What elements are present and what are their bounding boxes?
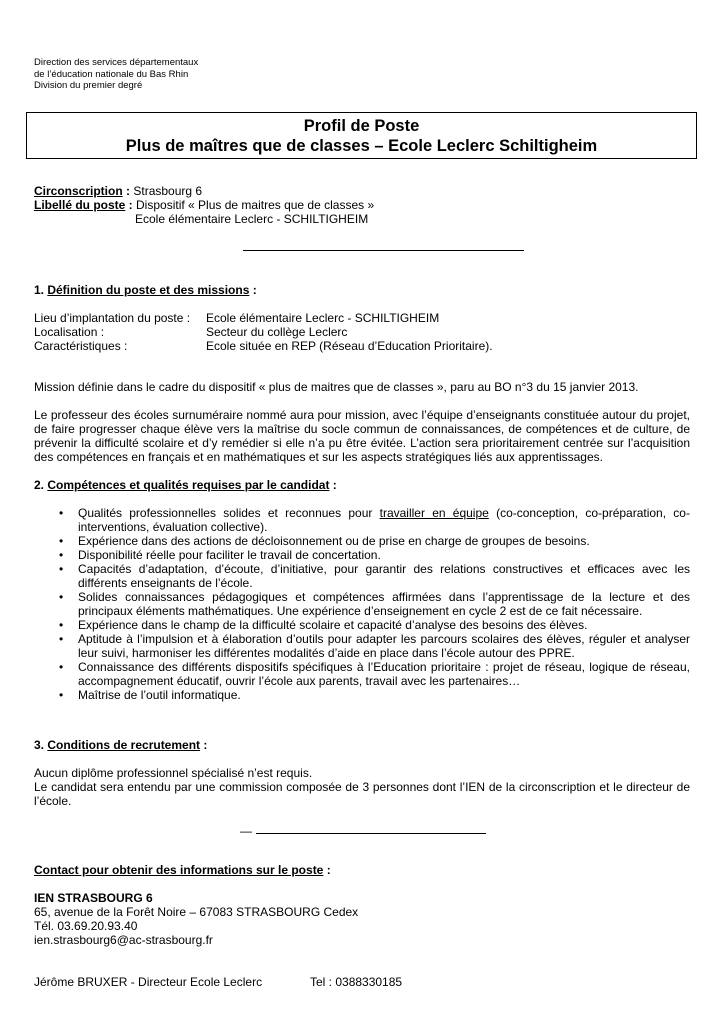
contact-block — [34, 891, 358, 947]
contact-phone: Tél. 03.69.20.93.40 — [34, 919, 138, 933]
footer-director: Jérôme BRUXER - Directeur Ecole Leclerc — [34, 975, 263, 989]
info-row-value: Secteur du collège Leclerc — [206, 325, 348, 339]
list-item — [34, 548, 690, 562]
mission-statement: Mission définie dans le cadre du dispositif « plus de maitres que de classes », paru au BO n°3 du 15 janvier 2013. — [34, 380, 639, 394]
issuer-line-1: Direction des services départementaux — [34, 57, 199, 68]
list-item-text: Capacités d’adaptation, d’écoute, d’initiative, pour garantir des relations constructives et efficaces avec les différents enseignants de l’école. — [78, 562, 690, 590]
competences-list — [34, 506, 690, 702]
info-row-value: Ecole située en REP (Réseau d’Education Prioritaire). — [206, 339, 493, 353]
info-row-value: Ecole élémentaire Leclerc - SCHILTIGHEIM — [206, 311, 440, 325]
issuer-line-3: Division du premier degré — [34, 80, 143, 91]
libelle-separator: : — [125, 198, 137, 212]
libelle-label: Libellé du poste — [34, 198, 126, 212]
section-2-title: Compétences et qualités requises par le candidat — [47, 478, 330, 492]
issuer-header — [34, 57, 198, 92]
bullet-icon: • — [59, 506, 64, 520]
separator-rule-2 — [256, 833, 486, 834]
bullet-icon: • — [59, 534, 64, 548]
list-item-text: (co-conception, co-préparation, co-interventions, évaluation collective). — [78, 506, 690, 534]
info-row-key: Localisation : — [34, 325, 105, 339]
contact-title: Contact pour obtenir des informations sur le poste — [34, 863, 324, 877]
libelle-value-1: Dispositif « Plus de maitres que de classes » — [136, 198, 375, 212]
bullet-icon: • — [59, 632, 64, 646]
circonscription-separator: : — [122, 184, 134, 198]
list-item — [34, 506, 690, 534]
section-3-colon: : — [200, 738, 208, 752]
contact-name: IEN STRASBOURG 6 — [34, 891, 153, 905]
list-item — [34, 534, 690, 548]
section-3-title: Conditions de recrutement — [47, 738, 201, 752]
contact-address: 65, avenue de la Forêt Noire – 67083 STRASBOURG Cedex — [34, 905, 359, 919]
list-item-text: Maîtrise de l’outil informatique. — [78, 688, 241, 702]
info-row-key: Caractéristiques : — [34, 339, 128, 353]
list-item-text: Disponibilité réelle pour faciliter le travail de concertation. — [78, 548, 381, 562]
list-item-text: Expérience dans des actions de décloisonnement ou de prise en charge de groupes de besoins. — [78, 534, 590, 548]
post-info — [34, 184, 374, 226]
libelle-value-2: Ecole élémentaire Leclerc - SCHILTIGHEIM — [135, 212, 369, 226]
list-item — [34, 562, 690, 590]
recruitment-line-2: Le candidat sera entendu par une commission composée de 3 personnes dont l’IEN de la circonscription et le directeur de l’école. — [34, 780, 690, 808]
recruitment-line-1: Aucun diplôme professionnel spécialisé n’est requis. — [34, 766, 313, 780]
section-2-colon: : — [329, 478, 337, 492]
list-item — [34, 660, 690, 688]
list-item-emphasis: travailler en équipe — [379, 506, 489, 520]
section-2-heading — [34, 478, 337, 492]
contact-email: ien.strasbourg6@ac-strasbourg.fr — [34, 933, 213, 947]
info-row-key: Lieu d’implantation du poste : — [34, 311, 191, 325]
bullet-icon: • — [59, 590, 64, 604]
mission-paragraph: Le professeur des écoles surnuméraire nommé aura pour mission, avec l’équipe d’enseignants constituée autour du projet, de faire progresser chaque élève vers la maîtrise du socle commun de connaissances, de compétences et de culture, de prévenir la difficulté scolaire et d’y remédier si elle n’a pu être évitée. L’action sera prioritairement centrée sur l’acquisition des compétences en français et en mathématiques et sur les aspects stratégiques liés aux apprentissages. — [34, 408, 690, 464]
section-3-number: 3. — [34, 738, 48, 752]
list-item-text: Expérience dans le champ de la difficulté scolaire et capacité d’analyse des besoins des élèves. — [78, 618, 588, 632]
circonscription-label: Circonscription — [34, 184, 123, 198]
bullet-icon: • — [59, 660, 64, 674]
bullet-icon: • — [59, 562, 64, 576]
list-item — [34, 632, 690, 660]
list-item-text: Connaissance des différents dispositifs spécifiques à l’Education prioritaire : projet de réseau, logique de réseau, accompagnement éducatif, ouvrir l’école aux parents, travail avec les partenaires… — [78, 660, 690, 688]
circonscription-value: Strasbourg 6 — [133, 184, 203, 198]
separator-rule-1 — [243, 250, 524, 251]
list-item-text: Qualités professionnelles solides et reconnues pour — [78, 506, 380, 520]
issuer-line-2: de l’éducation nationale du Bas Rhin — [34, 68, 189, 80]
bullet-icon: • — [59, 618, 64, 632]
contact-heading — [34, 863, 331, 877]
list-item-text: Solides connaissances pédagogiques et compétences affirmées dans l’apprentissage de la lecture et des principaux éléments mathématiques. Une expérience d’enseignement en cycle 2 est de ce fait nécessaire. — [78, 590, 690, 618]
section-3-heading — [34, 738, 207, 752]
title-box — [26, 112, 697, 159]
bullet-icon: • — [59, 548, 64, 562]
list-item — [34, 590, 690, 618]
contact-colon: : — [323, 863, 331, 877]
list-item — [34, 618, 690, 632]
footer-tel: Tel : 0388330185 — [310, 975, 403, 989]
section-1-title: Définition du poste et des missions — [47, 283, 250, 297]
section-1-heading — [34, 283, 257, 297]
list-item — [34, 688, 690, 702]
page-subtitle: Plus de maîtres que de classes – Ecole Leclerc Schiltigheim — [125, 137, 598, 155]
bullet-icon: • — [59, 688, 64, 702]
list-item-text: Aptitude à l’impulsion et à élaboration d’outils pour adapter les parcours scolaires des élèves, réguler et analyser leur suivi, harmoniser les différentes modalités d’aide en place dans l’école autour des PPRE. — [78, 632, 690, 660]
section-1-number: 1. — [34, 283, 48, 297]
section-2-number: 2. — [34, 478, 48, 492]
page-title: Profil de Poste — [303, 117, 420, 135]
separator-dash: — — [240, 824, 252, 838]
section-1-colon: : — [249, 283, 257, 297]
